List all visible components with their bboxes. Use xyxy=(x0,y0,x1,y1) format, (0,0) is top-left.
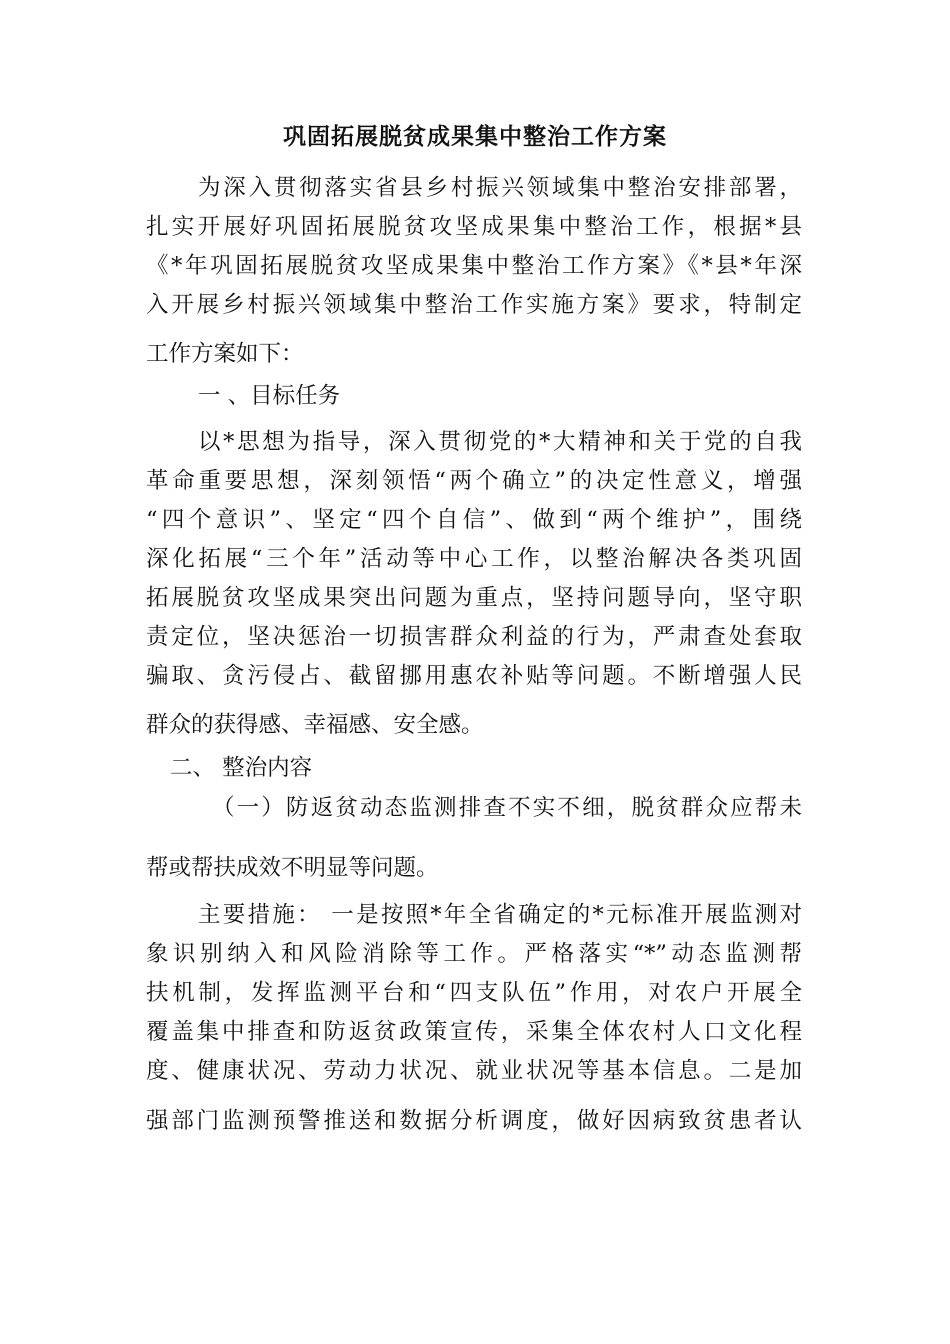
paragraph-line: 主要措施： 一是按照*年全省确定的*元标准开展监测对 xyxy=(198,902,802,928)
paragraph-line: 象识别纳入和风险消除等工作。严格落实“*”动态监测帮 xyxy=(146,941,802,967)
section-heading: 一 、目标任务 xyxy=(198,383,341,409)
paragraph-line: 强部门监测预警推送和数据分析调度，做好因病致贫患者认 xyxy=(146,1108,802,1134)
paragraph-line: （一）防返贫动态监测排查不实不细，脱贫群众应帮未 xyxy=(212,795,802,821)
paragraph-line: 责定位，坚决惩治一切损害群众利益的行为，严肃查处套取 xyxy=(146,624,802,650)
paragraph-line: 入开展乡村振兴领域集中整治工作实施方案》要求，特制定 xyxy=(146,292,802,318)
document-title: 巩固拓展脱贫成果集中整治工作方案 xyxy=(283,123,667,150)
paragraph-line: 为深入贯彻落实省县乡村振兴领域集中整治安排部署， xyxy=(198,175,802,201)
section-heading: 二、 整治内容 xyxy=(170,755,313,781)
paragraph-line: 以*思想为指导，深入贯彻党的*大精神和关于党的自我 xyxy=(198,429,802,455)
paragraph-line: 工作方案如下： xyxy=(146,341,304,367)
paragraph-line: 覆盖集中排查和防返贫政策宣传，采集全体农村人口文化程 xyxy=(146,1019,802,1045)
paragraph-line: 革命重要思想，深刻领悟“两个确立”的决定性意义，增强 xyxy=(146,468,802,494)
paragraph-line: 度、健康状况、劳动力状况、就业状况等基本信息。二是加 xyxy=(146,1058,802,1084)
paragraph-line: 扎实开展好巩固拓展脱贫攻坚成果集中整治工作，根据*县 xyxy=(146,214,802,240)
paragraph-line: 骗取、贪污侵占、截留挪用惠农补贴等问题。不断增强人民 xyxy=(146,663,802,689)
paragraph-line: “四个意识”、坚定“四个自信”、做到“两个维护”，围绕 xyxy=(146,507,802,533)
paragraph-line: 帮或帮扶成效不明显等问题。 xyxy=(146,855,439,881)
paragraph-line: 拓展脱贫攻坚成果突出问题为重点，坚持问题导向，坚守职 xyxy=(146,585,802,611)
paragraph-line: 《*年巩固拓展脱贫攻坚成果集中整治工作方案》《*县*年深 xyxy=(146,253,802,279)
paragraph-line: 群众的获得感、幸福感、安全感。 xyxy=(146,712,484,738)
paragraph-line: 深化拓展“三个年”活动等中心工作，以整治解决各类巩固 xyxy=(146,546,802,572)
paragraph-line: 扶机制，发挥监测平台和“四支队伍”作用，对农户开展全 xyxy=(146,980,802,1006)
